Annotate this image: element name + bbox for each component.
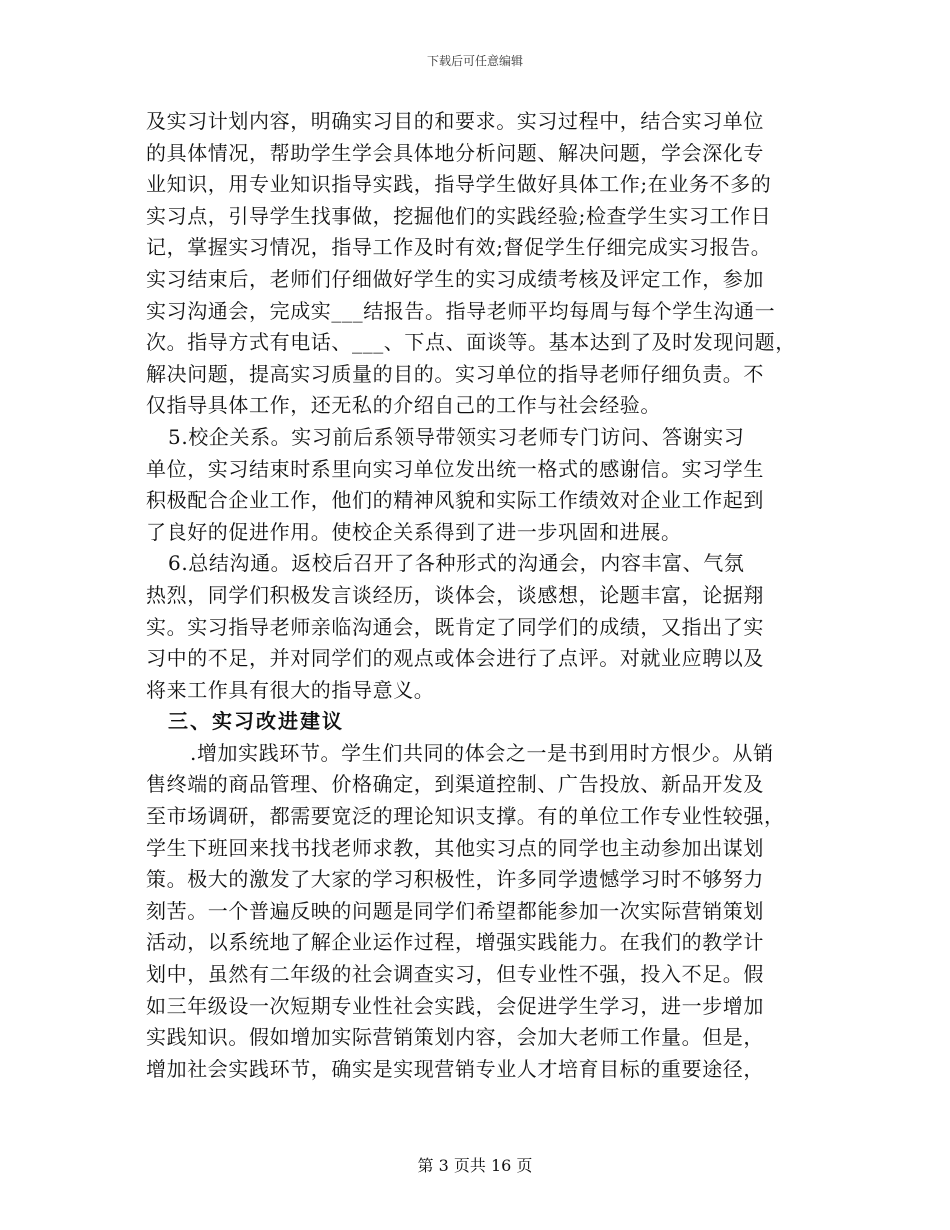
text-line: 的具体情况，帮助学生学会具体地分析问题、解决问题，学会深化专 xyxy=(146,140,764,165)
text-line: 至市场调研，都需要宽泛的理论知识支撑。有的单位工作专业性较强， xyxy=(146,804,785,829)
text-line: 了良好的促进作用。使校企关系得到了进一步巩固和进展。 xyxy=(146,519,682,544)
text-line: 学生下班回来找书找老师求教，其他实习点的同学也主动参加出谋划 xyxy=(146,835,764,860)
text-line: 如三年级设一次短期专业性社会实践，会促进学生学习，进一步增加 xyxy=(146,993,764,1018)
text-line: 活动，以系统地了解企业运作过程，增强实践能力。在我们的教学计 xyxy=(146,930,764,955)
text-line: 划中，虽然有二年级的社会调查实习，但专业性不强，投入不足。假 xyxy=(146,962,764,987)
text-line: 热烈，同学们积极发言谈经历，谈体会，谈感想，论题丰富，论据翔 xyxy=(146,582,764,607)
text-line: 记，掌握实习情况，指导工作及时有效;督促学生仔细完成实习报告。 xyxy=(146,235,772,260)
text-line: 售终端的商品管理、价格确定，到渠道控制、广告投放、新品开发及 xyxy=(146,772,764,797)
page-header: 下载后可任意编辑 xyxy=(426,54,523,68)
text-line: 将来工作具有很大的指导意义。 xyxy=(146,677,435,702)
text-line: 策。极大的激发了大家的学习积极性，许多同学遗憾学习时不够努力 xyxy=(146,867,764,892)
text-line: 习中的不足，并对同学们的观点或体会进行了点评。对就业应聘以及 xyxy=(146,646,764,671)
text-line: 实践知识。假如增加实际营销策划内容，会加大老师工作量。但是， xyxy=(146,1025,764,1050)
text-line: 刻苦。一个普遍反映的问题是同学们希望都能参加一次实际营销策划 xyxy=(146,898,764,923)
text-line: 增加社会实践环节，确实是实现营销专业人才培育目标的重要途径， xyxy=(146,1056,764,1081)
text-line: 解决问题，提高实习质量的目的。实习单位的指导老师仔细负责。不 xyxy=(146,361,764,386)
text-line: 次。指导方式有电话、___、下点、面谈等。基本达到了及时发现问题， xyxy=(146,330,796,355)
page-number: 第 3 页共 16 页 xyxy=(417,1156,533,1175)
text-line: 实。实习指导老师亲临沟通会，既肯定了同学们的成绩，又指出了实 xyxy=(146,614,764,639)
paragraph-start-line: 6.总结沟通。返校后召开了各种形式的沟通会，内容丰富、气氛 xyxy=(168,551,745,576)
text-line: 实习沟通会，完成实___结报告。指导老师平均每周与每个学生沟通一 xyxy=(146,298,776,323)
text-line: 单位，实习结束时系里向实习单位发出统一格式的感谢信。实习学生 xyxy=(146,456,764,481)
text-line: 积极配合企业工作，他们的精神风貌和实际工作绩效对企业工作起到 xyxy=(146,488,764,513)
text-line: 仅指导具体工作，还无私的介绍自己的工作与社会经验。 xyxy=(146,393,661,418)
text-line: 及实习计划内容，明确实习目的和要求。实习过程中，结合实习单位 xyxy=(146,109,764,133)
text-line: 业知识，用专业知识指导实践，指导学生做好具体工作;在业务不多的 xyxy=(146,172,772,197)
document-body xyxy=(146,106,808,1085)
text-line: 实习点，引导学生找事做，挖掘他们的实践经验;检查学生实习工作日 xyxy=(146,203,772,228)
text-line: 实习结束后，老师们仔细做好学生的实习成绩考核及评定工作，参加 xyxy=(146,266,764,291)
section-heading: 三、实习改进建议 xyxy=(168,709,344,734)
paragraph-start-line: 5.校企关系。实习前后系领导带领实习老师专门访问、答谢实习 xyxy=(168,424,745,449)
paragraph-start-line: .增加实践环节。学生们共同的体会之一是书到用时方恨少。从销 xyxy=(190,740,774,765)
